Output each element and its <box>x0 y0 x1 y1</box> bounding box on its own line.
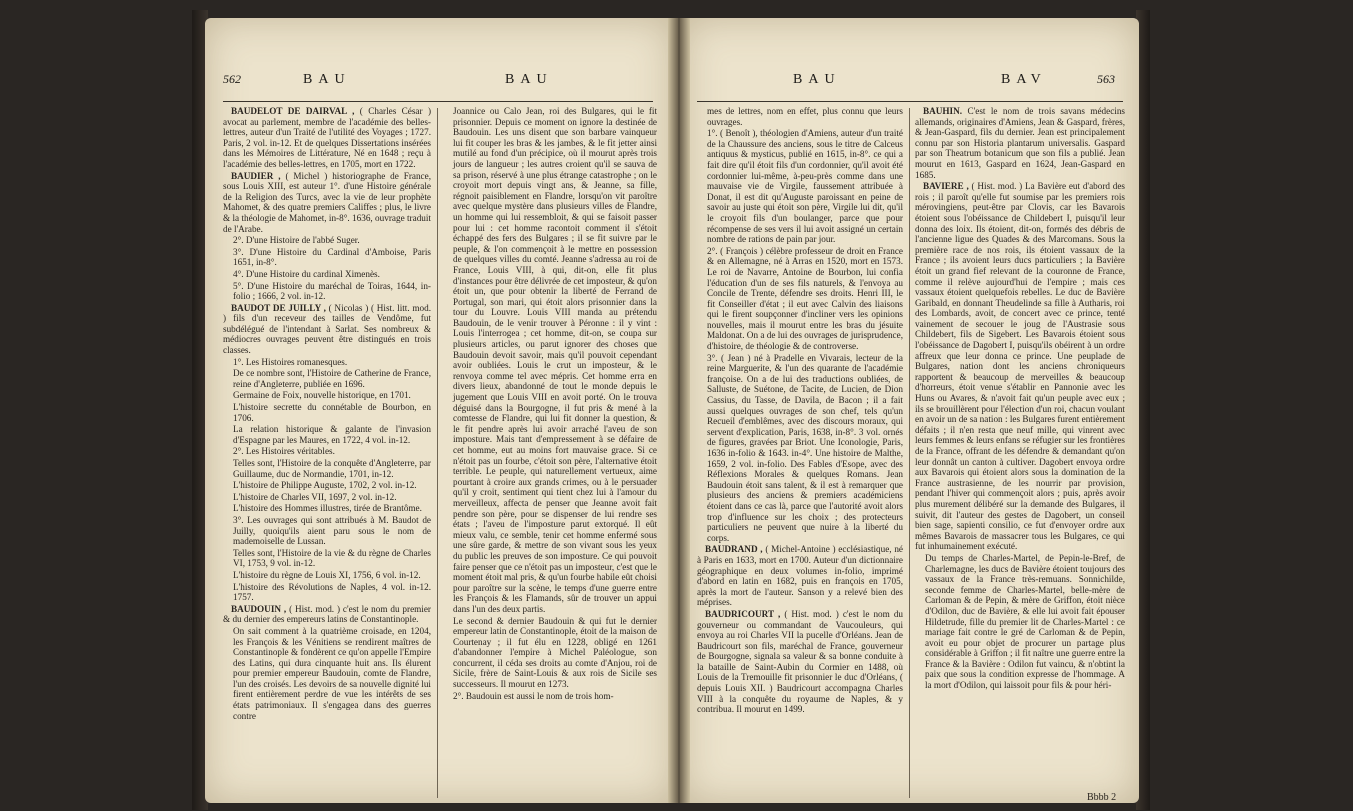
entry-text: ( Michel ) historiographe de France, sous Louis XIII, est auteur 1°. d'une Histoire générale de la Religion des Turcs, avec la vie de leur prophète Mahomet, & des quatre premiers Califfes ; plus, le livre & la théologie de Mahomet, in-8°. 1636, ouvrage traduit de l'Arabe. <box>223 170 432 234</box>
paragraph <box>223 281 431 302</box>
paragraph <box>223 548 431 569</box>
entry-text: 2°. Les Histoires véritables. <box>233 446 335 457</box>
paragraph <box>223 582 431 603</box>
entry-text: 3°. D'une Histoire du Cardinal d'Amboise, Paris 1651, in-8°. <box>233 246 431 268</box>
entry-text: L'histoire du règne de Louis XI, 1756, 6 vol. in-12. <box>233 569 421 580</box>
running-header-right: BAV <box>1001 72 1047 87</box>
paragraph <box>915 181 1125 552</box>
paragraph <box>223 402 431 423</box>
entry-text: L'histoire des Hommes illustres, tirée de Brantôme. <box>233 503 422 514</box>
right-page <box>683 18 1139 803</box>
entry-text: 1°. Les Histoires romanesques. <box>233 356 348 367</box>
entry-text: 1°. ( Benoît ), théologien d'Amiens, auteur d'un traité de la Chaussure des anciens, sous le titre de Calceus antiquus & mysticus, publié en 1615, in-8°. ce qui a fait dire qu'il étoit fils d'un cordonnier, qu'il avoit été cordonnier lui-même, à-peu-près comme dans une mauvaise vie de Virgile, faussement attribuée à Donat, il est dit qu'Auguste paroissant en peine de savoir au juste qui étoit son père, Virgile lui dit, qu'il le croyoit fils d'un boulanger, parce que pour récompense de ses vers il lui avoit assigné un certain nombre de rations de pain par jour. <box>707 128 903 245</box>
paragraph <box>223 368 431 389</box>
paragraph <box>223 446 431 457</box>
column-divider <box>437 108 438 798</box>
paragraph <box>697 106 903 127</box>
entry-text: ( Hist. mod. ) La Bavière eut d'abord des rois ; il paroît qu'elle fut soumise par les premiers rois mérovingiens, peut-être par Clovis, car les Bavarois étoient sous l'obéissance de Childebert I, puisqu'il leur donna des loix. Ils étoient, dit-on, formés des débris de l'ancienne ligue des Quades & des Marcomans. Sous la première race de nos rois, ils étoient vassaux de la France ; ils avoient leurs ducs particuliers ; la Bavière étoit un grand fief relevant de la couronne de France, comme il relève aujourd'hui de l'empire ; mais ces vassaux étoient quelquefois rebelles. Le duc de Bavière Garibald, en donnant Theudelinde sa fille à Autharis, roi des Lombards, avoit, de concert avec ce prince, tenté vainement de secouer le joug de l'Austrasie sous Childebert, fils de Sigebert. Les Bavarois étoient sous l'obéissance de Dagobert I, puisqu'ils obéirent à un ordre affreux que leur donna ce prince. Une peuplade de Bulgares, nation dont les anciens chroniqueurs rapportent & beaucoup de merveilles & beaucoup d'horreurs, étoit venue s'établir en Pannonie avec les Huns ou Avares, & n'avoit fait qu'un peuple avec eux ; ils se brouillèrent pour l'élection d'un roi, chacun voulant en avoir un de sa nation : les Bulgares furent entièrement défaits ; il n'en resta que neuf mille, qui vinrent avec leurs femmes & leurs enfans se réfugier sur les frontières de la France, offrant de les défendre & demandant qu'on leur donnât un canton à cultiver. Dagobert envoya ordre aux Bavarois qui étoient alors sous la domination de la France austrasienne, de les nourrir par provision, pendant l'hiver qui commençoit alors ; puis, après avoir plus murement délibéré sur la demande des Bulgares, il suivit, dit l'auteur des gestes de Dagobert, un conseil bien sage, sapienti consilio, ce fut d'envoyer ordre aux mêmes Bavarois de massacrer tous les Bulgares, ce qui fut inhumainement exécuté. <box>915 181 1126 552</box>
entry-text: ( Michel-Antoine ) ecclésiastique, né à Paris en 1633, mort en 1700. Auteur d'un dictionnaire géographique en deux volumes in-folio, imprimé d'abord en latin en 1682, puis en françois en 1705, après la mort de l'auteur. Sanson y a relevé bien des méprises. <box>697 544 903 608</box>
header-rule <box>697 101 1123 102</box>
entry-text: L'histoire des Révolutions de Naples, 4 vol. in-12. 1757. <box>233 581 431 603</box>
paragraph <box>223 235 431 246</box>
entry-text: Germaine de Foix, nouvelle historique, en 1701. <box>233 390 411 401</box>
entry-heading: BAUHIN. <box>923 106 963 116</box>
entry-text: 2°. D'une Histoire de l'abbé Suger. <box>233 235 360 246</box>
entry-text: Le second & dernier Baudouin & qui fut le dernier empereur latin de Constantinople, étoit de la maison de Courtenay ; il fut élu en 1228, obligé en 1261 d'abandonner l'empire à Michel Paléologue, son concurrent, il céda ses droits au comte d'Anjou, roi de Sicile, frère de Saint-Louis & aux rois de Sicile ses successeurs. Il mourut en 1273. <box>453 615 657 690</box>
entry-heading: BAVIERE , <box>923 181 969 192</box>
paragraph <box>443 106 657 615</box>
paragraph <box>697 609 903 715</box>
entry-text: Telles sont, l'Histoire de la conquête d'Angleterre, par Guillaume, duc de Normandie, 1701, in-12. <box>233 458 431 479</box>
paragraph <box>223 424 431 445</box>
entry-text: C'est le nom de trois savans médecins allemands, originaires d'Amiens, Jean & Gaspard, frères, & Jean-Gaspard, fils du dernier. Jean est principalement connu par son Historia plantarum universalis. Gaspard par son Theatrum botanicum que son fils a publié. Jean mourut en 1613, Gaspard en 1624, Jean-Gaspard en 1685. <box>915 106 1126 180</box>
paragraph <box>915 106 1125 180</box>
entry-heading: BAUDIER , <box>231 170 281 181</box>
entry-text: 4°. D'une Histoire du cardinal Ximenès. <box>233 268 380 279</box>
entry-heading: BAUDRAND , <box>705 544 763 555</box>
entry-text: ( Nicolas ) ( Hist. litt. mod. ) fils d'un receveur des tailles de Vendôme, fut subdélégué de l'intendant à Sarlat. Ses nombreux & médiocres ouvrages peuvent être distingués en trois classes. <box>223 302 432 356</box>
text-column-1 <box>697 106 903 796</box>
entry-text: 5°. D'une Histoire du maréchal de Toiras, 1644, in-folio ; 1666, 2 vol. in-12. <box>233 280 431 302</box>
header-rule <box>223 101 653 102</box>
entry-text: Telles sont, l'Histoire de la vie & du règne de Charles VI, 1753, 9 vol. in-12. <box>233 547 431 569</box>
entry-text: 3°. Les ouvrages qui sont attribués à M. Baudot de Juilly, quoiqu'ils aient paru sous le nom de mademoiselle de Lussan. <box>233 514 431 547</box>
signature-mark: Bbbb 2 <box>1087 792 1117 803</box>
entry-heading: BAUDOUIN , <box>231 603 287 614</box>
paragraph <box>223 604 431 625</box>
paragraph <box>697 353 903 544</box>
paragraph <box>223 503 431 514</box>
paragraph <box>223 626 431 721</box>
paragraph <box>223 492 431 503</box>
paragraph <box>223 269 431 280</box>
entry-text: L'histoire secrette du connétable de Bourbon, en 1706. <box>233 402 431 423</box>
paragraph <box>223 480 431 491</box>
entry-text: La relation historique & galante de l'invasion d'Espagne par les Maures, en 1722, 4 vol. in-12. <box>233 424 431 445</box>
entry-text: 2°. Baudouin est aussi le nom de trois hom- <box>453 690 614 701</box>
paragraph <box>223 458 431 479</box>
entry-text: 2°. ( François ) célèbre professeur de droit en France & en Allemagne, né à Arras en 1520, mort en 1573. Le roi de Navarre, Antoine de Bourbon, lui confia l'éducation d'un de ses fils naturels, & l'envoya au Concile de Trente, défendre ses droits. Henri III, le fit Conseiller d'état ; il eut avec Calvin des liaisons qui le firent soupçonner d'incliner vers les opinions nouvelles, mais il mourut entre les bras du jésuite Maldonat. On a de lui des ouvrages de jurisprudence, d'histoire, de théologie & de controverse. <box>707 245 903 352</box>
paragraph <box>223 171 431 235</box>
paragraph <box>443 616 657 690</box>
entry-text: ( Charles César ) avocat au parlement, membre de l'académie des belles-lettres, auteur d'un Traité de l'utilité des Voyages ; 1727. Paris, 2 vol. in-12. Et de quelques Dissertations insérées dans les Mémoires de Littérature, Né en 1648 ; reçu à l'académie des belles-lettres, en 1705, mort en 1722. <box>223 106 431 169</box>
paragraph <box>697 246 903 352</box>
paragraph <box>223 570 431 581</box>
paragraph <box>223 515 431 547</box>
running-header-left: BAU <box>303 72 351 87</box>
entry-text: Joannice ou Calo Jean, roi des Bulgares, qui le fit prisonnier. Depuis ce moment on ignore la destinée de Baudouin. Les uns disent que son barbare vainqueur lui fit couper les bras & les jambes, & le fit jetter ainsi mutilé au fond d'un précipice, où il mourut après trois jours de langueur ; les autres croient qu'il se sauva de sa prison, réservé à une plus étrange catastrophe ; on le croyoit mort depuis vingt ans, & Jeanne, sa fille, régnoit paisiblement en Flandre, lorsqu'on vit paroître avec quelque mystère dans plusieurs villes de Flandre, un homme qui lui ressembloit, & qui se faisoit passer pour lui : cet homme racontoit comment il s'étoit échappé des fers des Bulgares ; il se fit suivre par le peuple, & l'on commençoit à le mettre en possession de quelques villes du comté. Jeanne s'adressa au roi de France, Louis VIII, à qui, dit-on, elle fit plus d'instances pour être délivrée de cet imposteur, & qu'on étoit un, que pour obtenir la liberté de Ferrand de Portugal, son mari, qui étoit alors prisonnier dans la tour du Louvre. Louis VIII manda au prétendu Baudouin, de le venir trouver à Péronne : il y vint : Louis l'interrogea ; cet homme, dit-on, se coupa sur plusieurs articles, ou parut ignorer des choses que Baudouin devoit savoir, mais qu'il pouvoit cependant avoir oubliées. Louis le crut un imposteur, & le renvoya comme tel avec mépris. Cet homme erra en divers lieux, abandonné de tout le monde depuis le jugement que Louis VIII en avoit porté. On le trouva déguisé dans la Bourgogne, il fut pris & mené à la comtesse de Flandre, qui lui fit donner la question, & le fit pendre après lui avoir arraché l'aveu de son imposture. Mais tant d'empressement à se défaire de cet homme, eut au moins fort mauvaise grace. Si ce n'étoit pas un fourbe, c'étoit son père, l'alternative étoit terrible. Le peuple, qui naturellement vertueux, aime pourtant à croire aux grands crimes, ou à le persuader qu'il y croit, sentiment qui tient chez lui à l'amour du merveilleux, affecta de penser que Jeanne avoit fait pendre son père, pour se dispenser de lui rendre ses états ; l'aveu de l'imposture parut extorqué. Il eût mieux valu, ce semble, tenir cet homme enfermé sous une sûre garde, & mettre de son vivant sous les yeux du public les preuves de son imposture. Ce qui pouvoit faire penser que ce n'étoit pas un imposteur, c'est que le moment étoit mal pris, & qu'un fourbe habile eût choisi pour paroître sur la scène, le temps d'une guerre entre les François & les Flamands, sûr de trouver un appui dans l'un des deux partis. <box>453 106 657 614</box>
entry-text: mes de lettres, nom en effet, plus connu que leurs ouvrages. <box>707 106 903 127</box>
left-page <box>205 18 673 803</box>
text-column-2 <box>915 106 1125 788</box>
book-gutter <box>668 18 690 803</box>
entry-heading: BAUDELOT DE DAIRVAL , <box>231 106 355 116</box>
entry-text: Du temps de Charles-Martel, de Pepin-le-Bref, de Charlemagne, les ducs de Bavière étoient toujours des vassaux de la France très-remuans. Sonnichilde, seconde femme de Charles-Martel, belle-mère de Carloman & de Pepin, & mère de Griffon, étoit nièce d'Odilon, duc de Bavière, & elle lui avoit fait épouser Hildetrude, fille du premier lit de Charles-Martel : ce mariage fait contre le gré de Carloman & de Pepin, avoit eu pour objet de procurer un partage plus considérable à Griffon ; il fit naître une guerre entre la France & la Bavière : Odilon fut vaincu, & n'obtint la paix que sous la condition expresse de l'hommage. A la mort d'Odilon, qui laissoit pour fils & pour héri- <box>925 552 1125 691</box>
paragraph <box>697 544 903 608</box>
entry-text: ( Hist. mod. ) c'est le nom du gouverneur ou commandant de Vaucouleurs, qui envoya au roi Charles VII la pucelle d'Orléans. Jean de Baudricourt son fils, maréchal de France, gouverneur de Bourgogne, signala sa valeur & sa bonne conduite à la bataille de Saint-Aubin du Cormier en 1488, où Louis de la Tremouille fit prisonnier le duc d'Orléans, ( depuis Louis XII. ) Baudricourt accompagna Charles VIII à la conquête du royaume de Naples, & y contribua. Il mourut en 1499. <box>697 608 904 715</box>
paragraph <box>223 106 431 170</box>
text-column-2 <box>443 106 657 796</box>
paragraph <box>697 128 903 245</box>
entry-text: 3°. ( Jean ) né à Pradelle en Vivarais, lecteur de la reine Marguerite, & l'un des quarante de l'académie françoise. On a de lui des traductions oubliées, de Salluste, de Suétone, de Tacite, de Lucien, de Dion Cassius, du Tasse, de Davila, de Bacon ; il a fait aussi quelques ouvrages de son chef, tels qu'un Recueil d'emblêmes, avec des discours moraux, qui servent d'explication, Paris, 1638, in-8°. 3 vol. ornés de figures, gravées par Briot. Une Iconologie, Paris, 1636 in-folio & 1643. in-4°. Une histoire de Malthe, 1659, 2 vol. in-folio. Des Fables d'Esope, avec des Réflexions Morales & quelques Romans. Jean Baudouin étoit sans talent, & il est à remarquer que plusieurs des anciens & premiers académiciens étoient dans ce cas là, parce que l'autorité avoit alors trop d'influence sur les choix ; des protecteurs particuliers ne peuvent que nuire à la liberté du corps. <box>707 352 903 543</box>
column-divider <box>909 108 910 798</box>
paragraph <box>223 357 431 368</box>
entry-text: L'histoire de Philippe Auguste, 1702, 2 vol. in-12. <box>233 480 417 491</box>
paragraph <box>223 247 431 268</box>
entry-heading: BAUDRICOURT , <box>705 608 781 619</box>
page-number: 562 <box>223 72 241 86</box>
entry-text: ( Hist. mod. ) c'est le nom du premier & du dernier des empereurs latins de Constantinople. <box>223 603 431 625</box>
entry-text: De ce nombre sont, l'Histoire de Catherine de France, reine d'Angleterre, publiée en 1696. <box>233 368 431 389</box>
paragraph <box>223 390 431 401</box>
entry-text: On sait comment à la quatrième croisade, en 1204, les François & les Vénitiens se rendirent maîtres de Constantinople & fondèrent ce qu'on appelle l'Empire des Latins, qui dura cinquante huit ans. Ils élurent pour premier empereur Baudouin, comte de Flandre, l'un des croisés. Les devoirs de sa nouvelle dignité lui firent entièrement perdre de vue les intérêts de ses états patrimoniaux. Il s'engagea dans des guerres contre <box>233 625 431 721</box>
paragraph <box>915 553 1125 691</box>
running-header-right: BAU <box>505 72 553 87</box>
paragraph <box>443 691 657 702</box>
entry-text: L'histoire de Charles VII, 1697, 2 vol. in-12. <box>233 491 397 502</box>
page-number: 563 <box>1097 72 1115 86</box>
running-header-left: BAU <box>793 72 841 87</box>
paragraph <box>223 303 431 356</box>
entry-heading: BAUDOT DE JUILLY , <box>231 302 326 313</box>
text-column-1 <box>223 106 431 796</box>
